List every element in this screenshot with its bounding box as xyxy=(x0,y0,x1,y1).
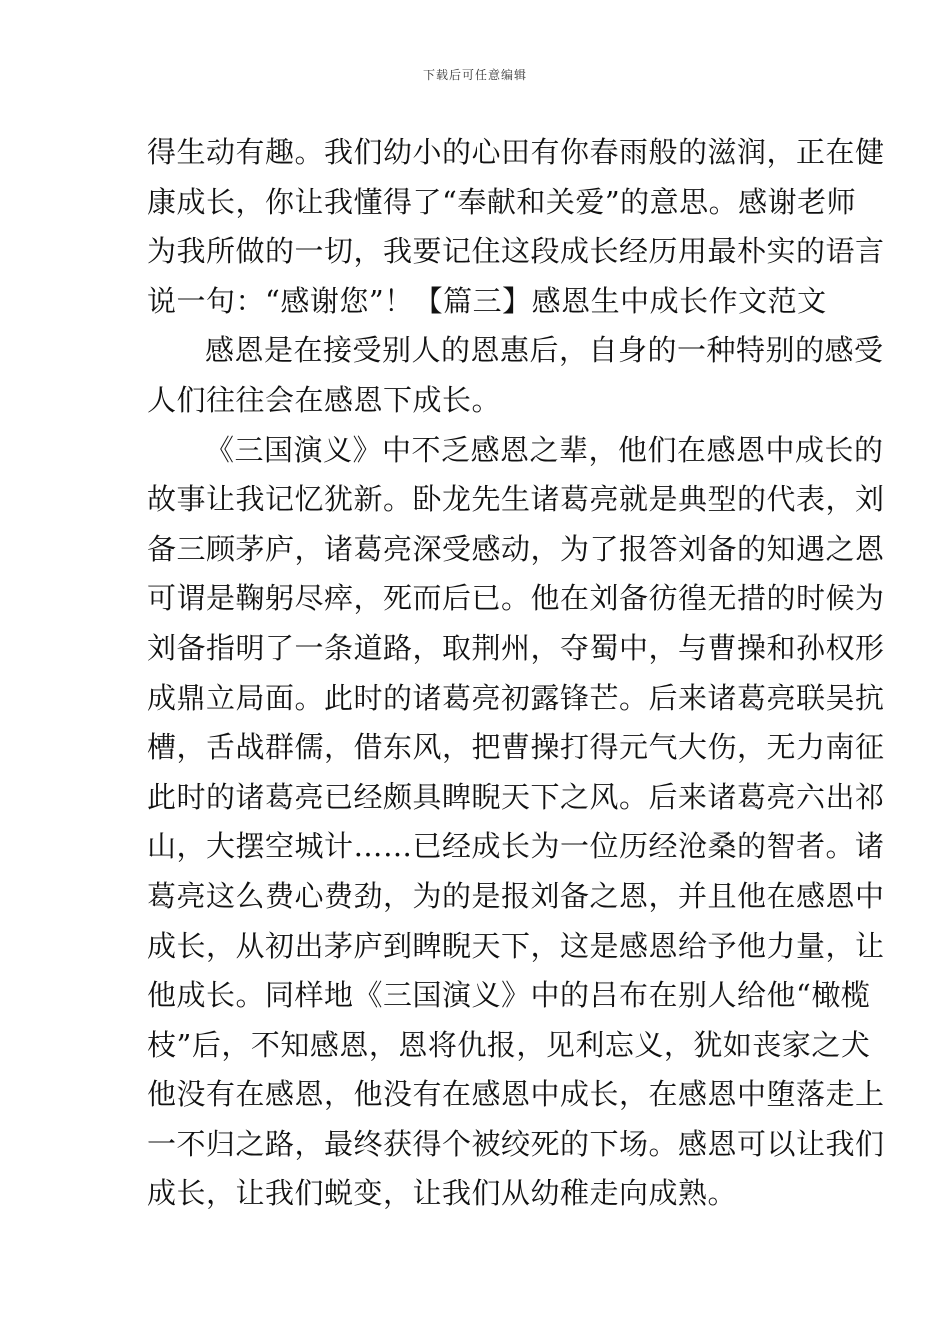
document-body xyxy=(147,128,885,1219)
text-line: 葛亮这么费心费劲，为的是报刘备之恩，并且他在感恩中 xyxy=(147,878,885,913)
text-line: 成鼎立局面。此时的诸葛亮初露锋芒。后来诸葛亮联吴抗 xyxy=(147,680,885,715)
text-line: 成长，从初出茅庐到睥睨天下，这是感恩给予他力量，让 xyxy=(147,928,885,963)
text-line: 康成长，你让我懂得了“奉献和关爱”的意思。感谢老师 xyxy=(147,184,857,219)
text-line: 槽，舌战群儒，借东风，把曹操打得元气大伤，无力南征 xyxy=(147,730,885,765)
paragraph-start-line: 感恩是在接受别人的恩惠后，自身的一种特别的感受 xyxy=(205,333,884,368)
text-line: 得生动有趣。我们幼小的心田有你春雨般的滋润，正在健 xyxy=(147,135,885,169)
text-line: 可谓是鞠躬尽瘁，死而后已。他在刘备彷徨无措的时候为 xyxy=(147,581,885,616)
text-line: 一不归之路，最终获得个被绞死的下场。感恩可以让我们 xyxy=(147,1126,885,1161)
text-line: 成长，让我们蜕变，让我们从幼稚走向成熟。 xyxy=(147,1176,738,1211)
text-line: 备三顾茅庐，诸葛亮深受感动，为了报答刘备的知遇之恩 xyxy=(147,531,885,566)
text-line: 枝”后，不知感恩，恩将仇报，见利忘义，犹如丧家之犬 xyxy=(147,1027,871,1062)
text-line: 故事让我记忆犹新。卧龙先生诸葛亮就是典型的代表，刘 xyxy=(147,482,885,517)
text-line: 为我所做的一切，我要记住这段成长经历用最朴实的语言 xyxy=(147,234,885,269)
text-line: 此时的诸葛亮已经颇具睥睨天下之风。后来诸葛亮六出祁 xyxy=(147,779,885,814)
page-header: 下载后可任意编辑 xyxy=(422,68,527,82)
text-line: 山，大摆空城计……已经成长为一位历经沧桑的智者。诸 xyxy=(147,829,885,864)
text-line: 他没有在感恩，他没有在感恩中成长，在感恩中堕落走上 xyxy=(147,1077,885,1112)
text-line: 刘备指明了一条道路，取荆州，夺蜀中，与曹操和孙权形 xyxy=(147,630,885,665)
text-line: 人们往往会在感恩下成长。 xyxy=(147,382,502,417)
text-line: 他成长。同样地《三国演义》中的吕布在别人给他“橄榄 xyxy=(147,978,871,1013)
text-line: 说一句：“感谢您”！【篇三】感恩生中成长作文范文 xyxy=(147,283,827,318)
paragraph-start-line: 《三国演义》中不乏感恩之辈，他们在感恩中成长的 xyxy=(205,432,884,467)
